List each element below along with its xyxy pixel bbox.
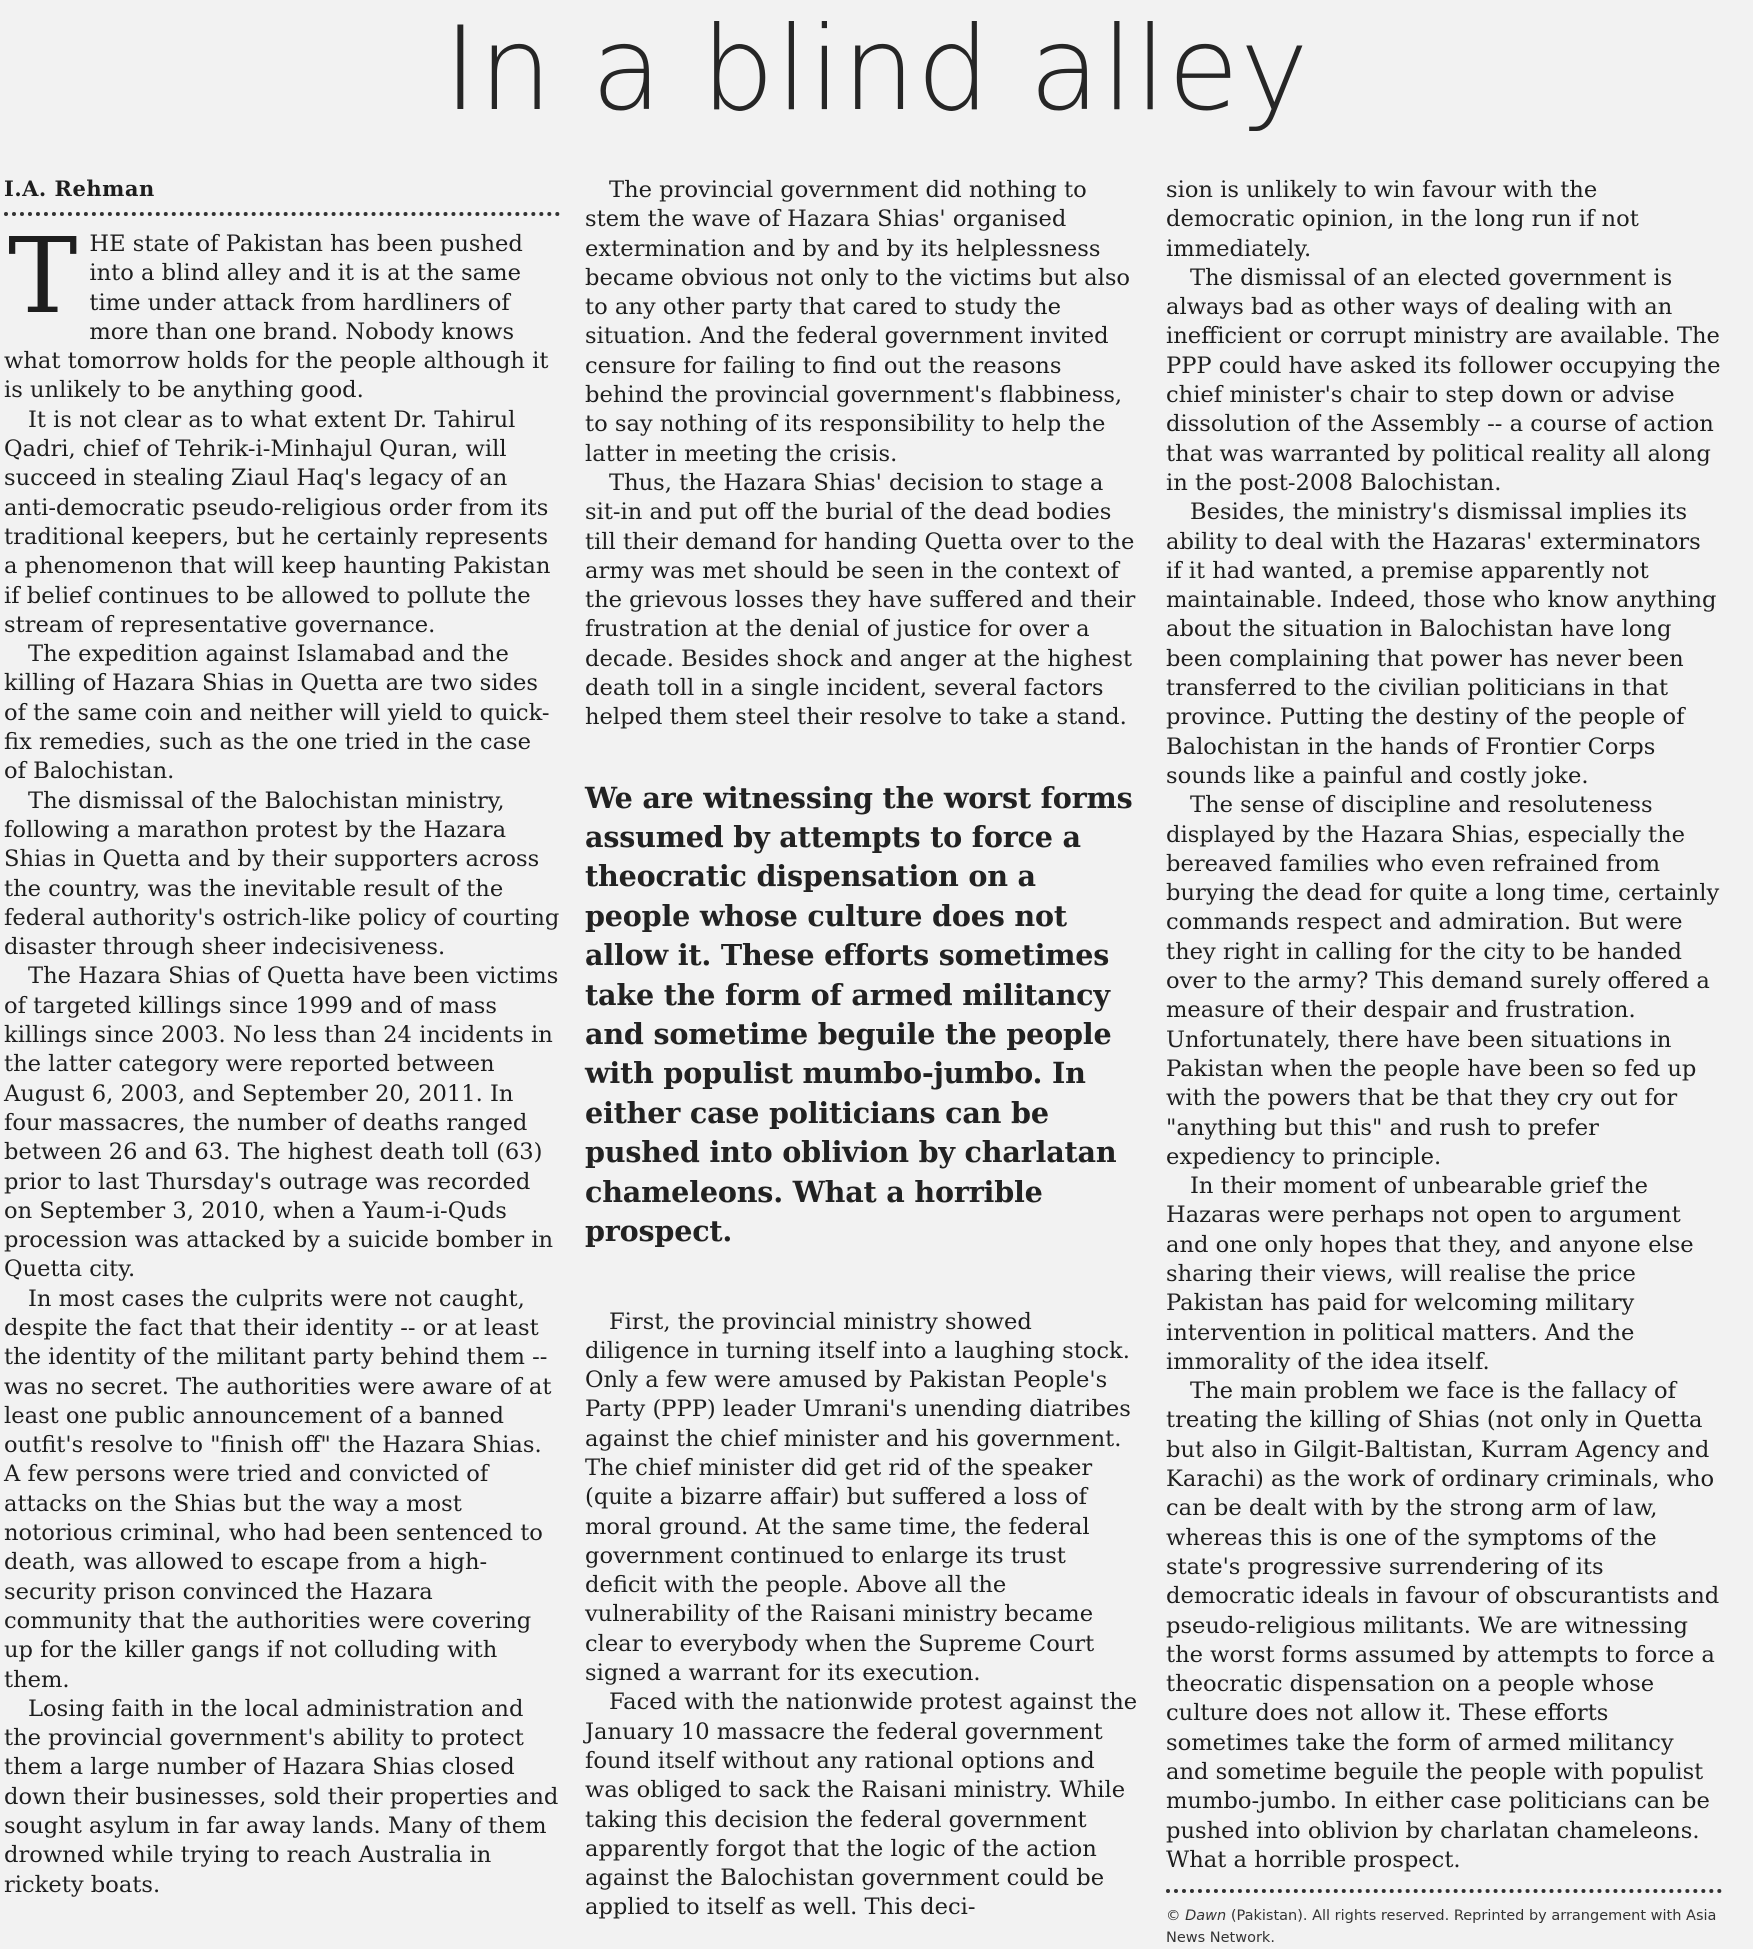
paragraph: The sense of discipline and resoluteness displayed by the Hazara Shias, especially the bereaved families who even refrained from burying the dead for quite a long time, certainly commands respect and admiration. But were they right in calling for the city to be handed over to the army? This demand surely offered a measure of their despair and frustration. Unfortunately, there have been situations in Pakistan when the people have been so fed up with the powers that be that they cry out for "anything but this" and rush to prefer expediency to principle.: [1166, 792, 1720, 1170]
copyright-credit: [1166, 1905, 1722, 1949]
dotted-rule: [1166, 1889, 1722, 1893]
paragraph: The dismissal of the Balochistan ministry, following a marathon protest by the Hazara Shias in Quetta and by their supporters across the country, was the inevitable result of the federal authority's ostrich-like policy of courting disaster through sheer indecisiveness.: [4, 787, 560, 961]
headline: In a blind alley: [443, 2, 1310, 137]
credit-text: (Pakistan). All rights reserved. Reprinted by arrangement with Asia News Network.: [1166, 1908, 1717, 1947]
paragraph: In their moment of unbearable grief the Hazaras were perhaps not open to argument and one only hopes that they, and anyone else sharing their views, will realise the price Pakistan has paid for welcoming military intervention in political matters. And the immorality of the idea itself.: [1166, 1173, 1694, 1375]
paragraph: The expedition against Islamabad and the killing of Hazara Shias in Quetta are two sides of the same coin and neither will yield to quick-fix remedies, such as the one tried in the case of Balochistan.: [4, 641, 550, 785]
column-3: [1166, 176, 1722, 1949]
pull-quote: We are witnessing the worst forms assumed by attempts to force a theocratic dispensation on a people whose culture does not allow it. These efforts sometimes take the form of armed militancy and sometime beguile the people with populist mumbo-jumbo. In either case politicians can be pushed into oblivion by charlatan chameleons. What a horrible prospect.: [585, 780, 1133, 1249]
paragraph: Thus, the Hazara Shias' decision to stage a sit-in and put off the burial of the dead bodies till their demand for handing Quetta over to the army was met should be seen in the context of the grievous losses they have suffered and their frustration at the denial of justice for over a decade. Besides shock and anger at the highest death toll in a single incident, several factors helped them steel their resolve to take a stand.: [585, 469, 1136, 731]
dotted-rule: [4, 212, 560, 216]
byline: I.A. Rehman: [4, 176, 155, 201]
copyright-symbol: ©: [1166, 1908, 1181, 1925]
drop-cap: T: [8, 215, 78, 337]
column-2: [585, 176, 1141, 1923]
paragraph: The dismissal of an elected government is always bad as other ways of dealing with an inefficient or corrupt ministry are available. The PPP could have asked its follower occupying the chief minister's chair to step down or advise dissolution of the Assembly -- a course of action that was warranted by political reality all along in the post-2008 Balochistan.: [1166, 264, 1721, 496]
paragraph: First, the provincial ministry showed diligence in turning itself into a laughing stock. Only a few were amused by Pakistan People's Party (PPP) leader Umrani's unending diatribes against the chief minister and his government. The chief minister did get rid of the speaker (quite a bizarre affair) but suffered a loss of moral ground. At the same time, the federal government continued to enlarge its trust deficit with the people. Above all the vulnerability of the Raisani ministry became clear to everybody when the Supreme Court signed a warrant for its execution.: [585, 1308, 1131, 1687]
paragraph: sion is unlikely to win favour with the democratic opinion, in the long run if not immediately.: [1166, 177, 1639, 262]
paragraph: The main problem we face is the fallacy of treating the killing of Shias (not only in Quetta but also in Gilgit-Baltistan, Kurram Agency and Karachi) as the work of ordinary criminals, who can be dealt with by the strong arm of law, whereas this is one of the symptoms of the state's progressive surrendering of its democratic ideals in favour of obscurantists and pseudo-religious militants. We are witnessing the worst forms assumed by attempts to force a theocratic dispensation on a people whose culture does not allow it. These efforts sometimes take the form of armed militancy and sometime beguile the people with populist mumbo-jumbo. In either case politicians can be pushed into oblivion by charlatan chameleons. What a horrible prospect.: [1166, 1378, 1720, 1873]
paragraph: It is not clear as to what extent Dr. Tahirul Qadri, chief of Tehrik-i-Minhajul Quran, will succeed in stealing Ziaul Haq's legacy of an anti-democratic pseudo-religious order from its traditional keepers, but he certainly represents a phenomenon that will keep haunting Pakistan if belief continues to be allowed to pollute the stream of representative governance.: [4, 406, 551, 638]
paragraph: In most cases the culprits were not caught, despite the fact that their identity -- or at least the identity of the militant party behind them -- was no secret. The authorities were aware of at least one public announcement of a banned outfit's resolve to "finish off" the Hazara Shias. A few persons were tried and convicted of attacks on the Shias but the way a most notorious criminal, who had been sentenced to death, was allowed to escape from a high-security prison convinced the Hazara community that the authorities were covering up for the killer gangs if not colluding with them.: [4, 1285, 552, 1693]
publication-name: Dawn: [1185, 1908, 1227, 1925]
paragraph: Losing faith in the local administration and the provincial government's ability to protect them a large number of Hazara Shias closed down their businesses, sold their properties and sought asylum in far away lands. Many of them drowned while trying to reach Australia in rickety boats.: [4, 1695, 559, 1898]
paragraph: The provincial government did nothing to stem the wave of Hazara Shias' organised extermination and by and by its helplessness became obvious not only to the victims but also to any other party that cared to study the situation. And the federal government invited censure for failing to find out the reasons behind the provincial government's flabbiness, to say nothing of its responsibility to help the latter in meeting the crisis.: [585, 177, 1131, 467]
paragraph: The Hazara Shias of Quetta have been victims of targeted killings since 1999 and of mass killings since 2003. No less than 24 incidents in the latter category were reported between August 6, 2003, and September 20, 2011. In four massacres, the number of deaths ranged between 26 and 63. The highest death toll (63) prior to last Thursday's outrage was recorded on September 3, 2010, when a Yaum-i-Quds procession was attacked by a suicide bomber in Quetta city.: [4, 963, 559, 1283]
paragraph: THE state of Pakistan has been pushed into a blind alley and it is at the same time under attack from hardliners of more than one brand. Nobody knows what tomorrow holds for the people although it is unlikely to be anything good.: [4, 215, 549, 404]
paragraph: Faced with the nationwide protest against the January 10 massacre the federal government found itself without any rational options and was obliged to sack the Raisani ministry. While taking this decision the federal government apparently forgot that the logic of the action against the Balochistan government could be applied to itself as well. This deci-: [585, 1689, 1138, 1921]
column-1: [4, 176, 560, 1900]
paragraph: Besides, the ministry's dismissal implies its ability to deal with the Hazaras' exterminators if it had wanted, a premise apparently not maintainable. Indeed, those who know anything about the situation in Balochistan have long been complaining that power has never been transferred to the civilian politicians in that province. Putting the destiny of the people of Balochistan in the hands of Frontier Corps sounds like a painful and costly joke.: [1166, 499, 1717, 789]
